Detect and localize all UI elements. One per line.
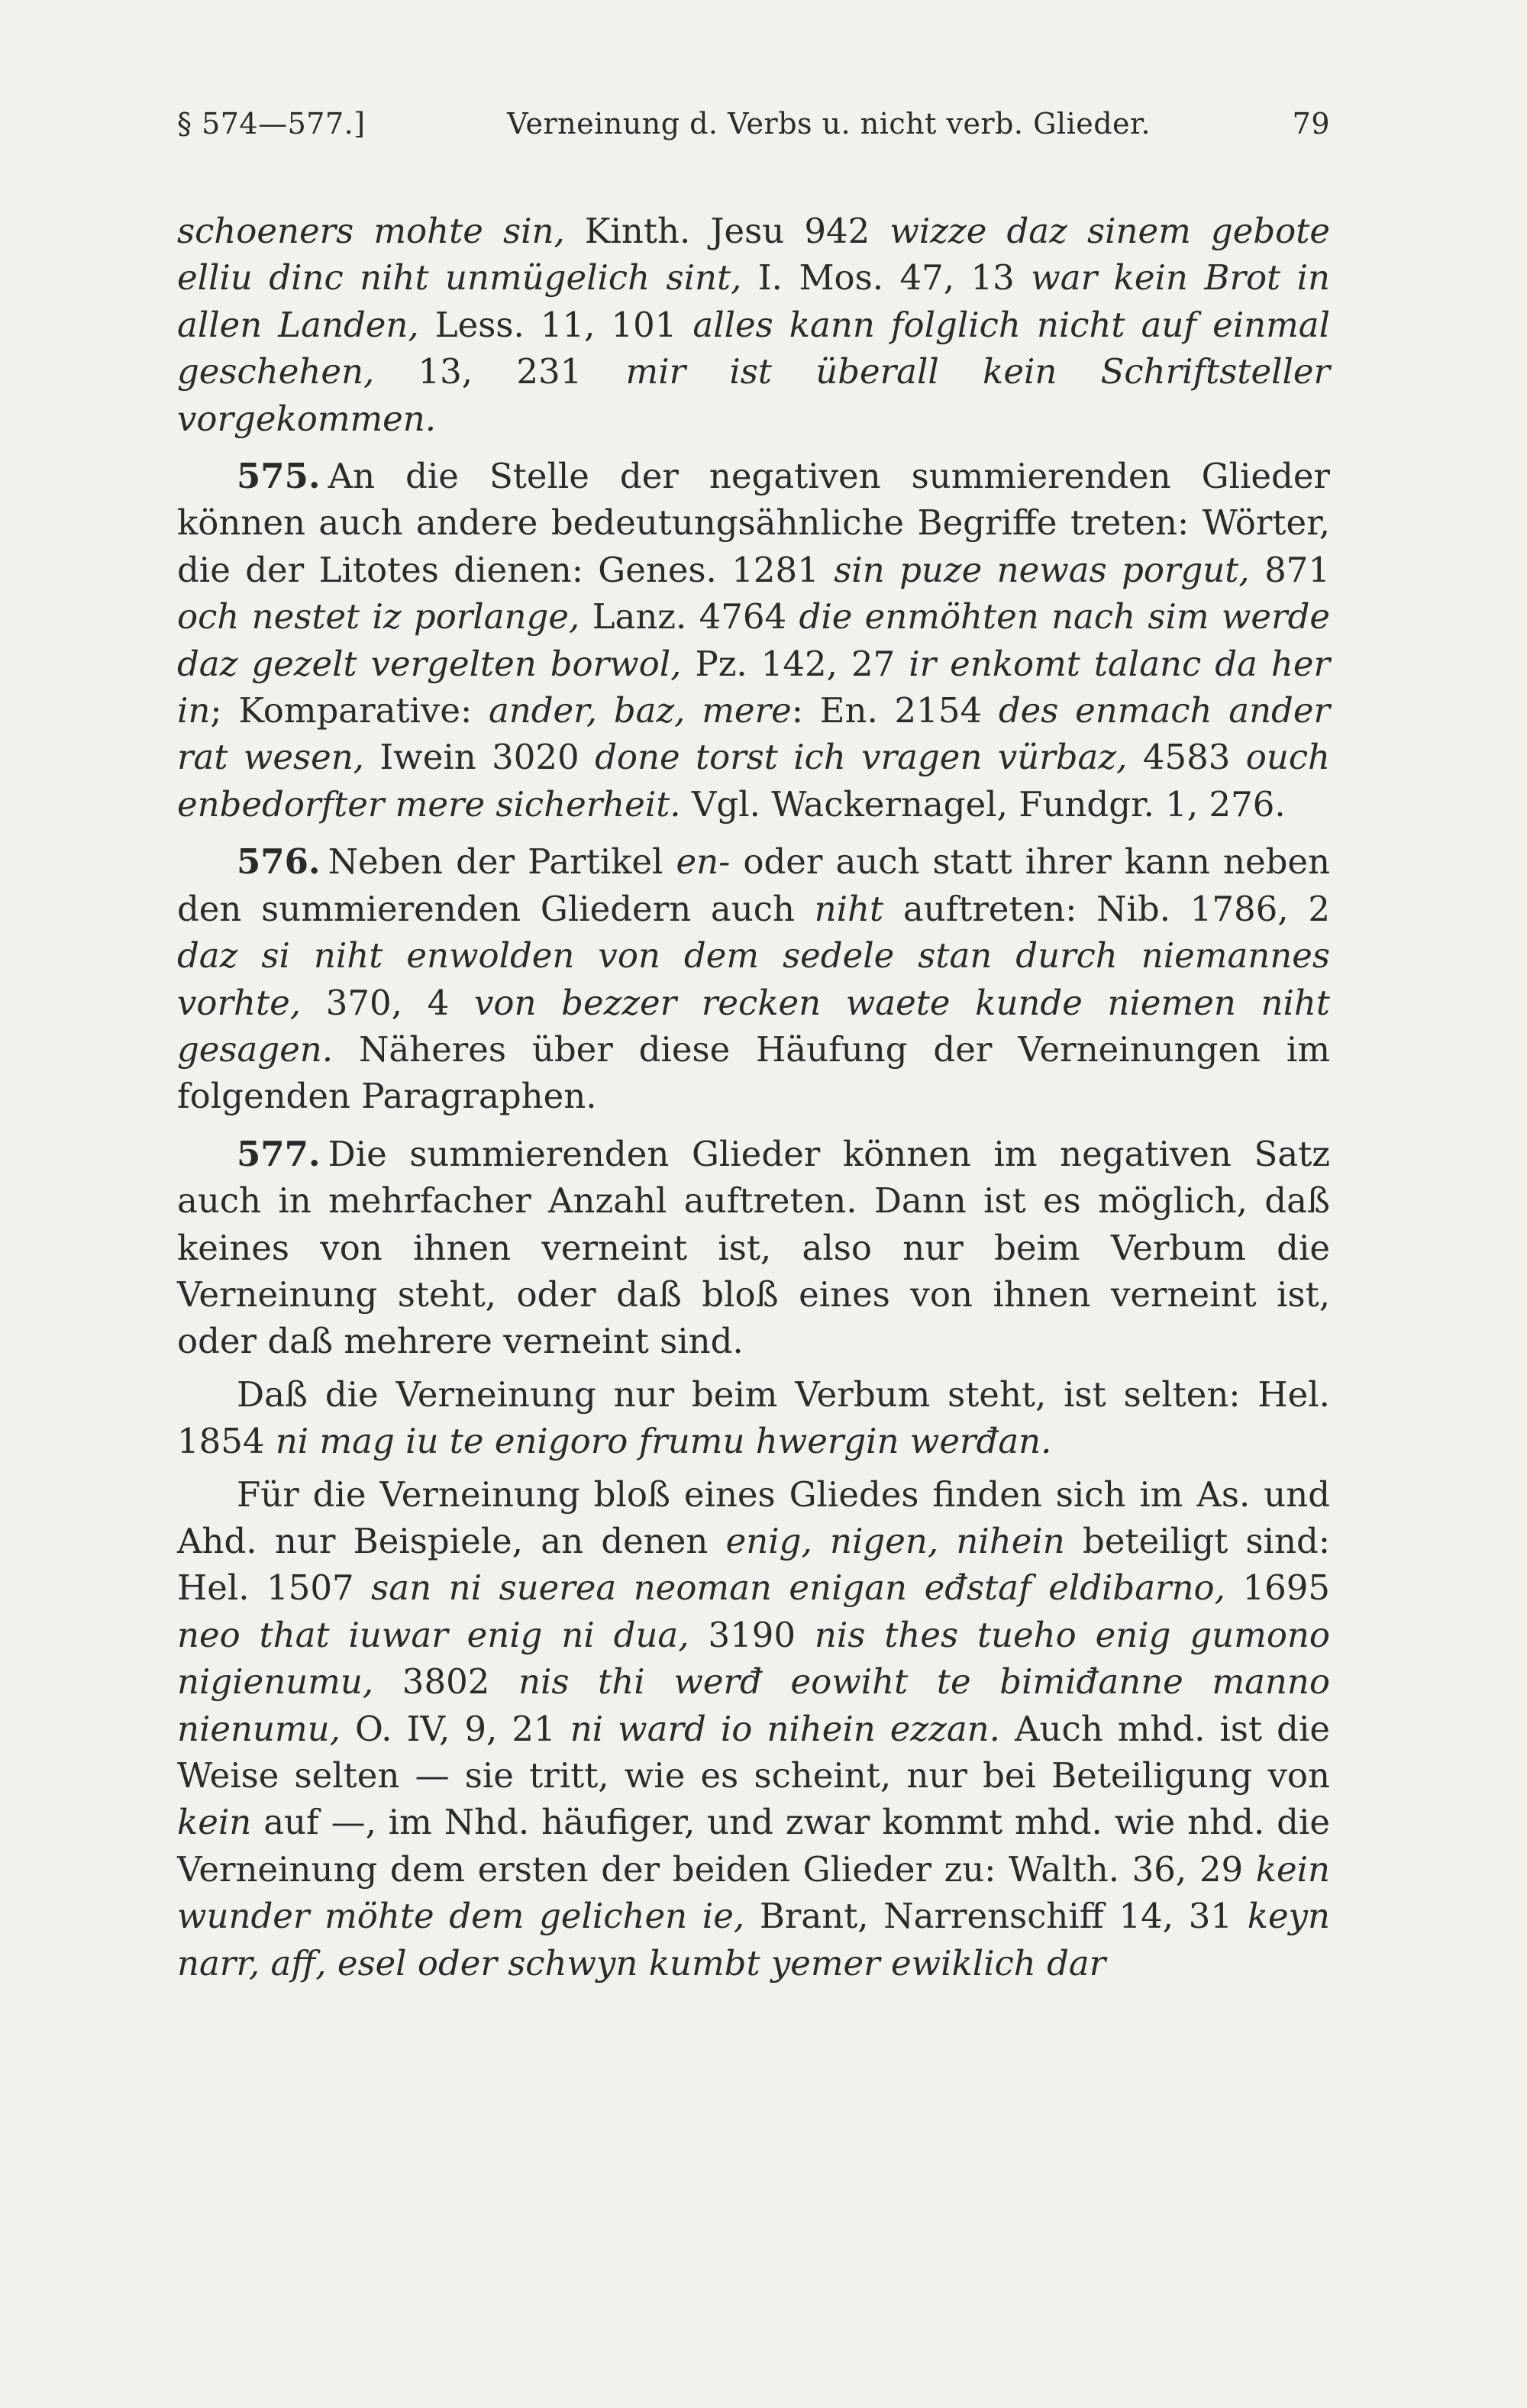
example-text: san ni suerea neoman enigan eđstaf eldibarno, [371, 1567, 1225, 1609]
body-text: auf —, im Nhd. häufiger, und zwar kommt mhd. wie nhd. die Verneinung dem ersten der beiden Glieder zu: Walth. 36, 29 [177, 1802, 1330, 1890]
book-page [177, 107, 1330, 1987]
body-text: beteiligt sind: Hel. 1507 [177, 1520, 1330, 1609]
body-text: 871 [1249, 549, 1330, 590]
body-text: Daß die Verneinung nur beim Verbum steht, ist selten: Hel. 1854 [177, 1373, 1330, 1462]
example-text: ni ward io nihein ezzan. [570, 1708, 1000, 1749]
example-text: sin puze newas porgut, [834, 549, 1250, 590]
example-text: nis thi werđ eowiht te bimiđanne manno nienumu, [177, 1661, 1330, 1749]
body-text: Für die Verneinung bloß eines Gliedes finden sich im As. und Ahd. nur Beispiele, an denen [177, 1474, 1330, 1561]
section-number: 575. [237, 456, 321, 497]
body-text: 13, 231 [374, 351, 626, 392]
body-text: auftreten: Nib. 1786, 2 [883, 888, 1330, 929]
body-text: Iwein 3020 [364, 737, 596, 778]
body-text: oder auch statt ihrer kann neben den summierenden Gliedern auch [177, 841, 1330, 929]
example-text: schoeners mohte sin, [177, 211, 565, 251]
example-text: kein wunder möhte dem gelichen ie, [177, 1848, 1330, 1937]
body-text: : En. 2154 [791, 690, 999, 731]
body-text: Kinth. Jesu 942 [564, 211, 890, 251]
example-text: och nestet iz porlange, [177, 596, 580, 638]
body-paragraph [177, 1371, 1330, 1465]
body-paragraph [177, 1471, 1330, 1987]
example-text: neo that iuwar enig ni dua, [177, 1614, 689, 1655]
example-text: done torst ich vragen vürbaz, [595, 737, 1128, 778]
section-577 [177, 1131, 1330, 1365]
example-text: nis thes tueho enig gumono nigienumu, [177, 1614, 1330, 1703]
example-text: wizze daz sinem gebote elliu dinc niht unmügelich sint, [177, 211, 1330, 299]
example-text: ir enkomt talanc da her in [177, 643, 1330, 731]
example-text: alles kann folglich nicht auf einmal geschehen, [177, 304, 1330, 392]
body-text: Vgl. Wackernagel, Fundgr. 1, 276. [680, 783, 1286, 825]
example-text: en- [676, 841, 731, 883]
example-text: des enmach ander rat wesen, [177, 690, 1330, 778]
body-text: 1695 [1225, 1567, 1331, 1609]
example-text: daz si niht enwolden von dem sedele stan durch niemannes vorhte, [177, 935, 1330, 1023]
body-text: 3190 [689, 1614, 815, 1655]
example-text: ni mag iu te enigoro frumu hwergin werđan. [275, 1421, 1052, 1462]
header-section-range: § 574—577.] [177, 107, 366, 140]
example-text: die enmöhten nach sim werde daz gezelt vergelten borwol, [177, 596, 1331, 684]
example-text: ander, baz, mere [488, 690, 792, 731]
running-header [177, 107, 1330, 140]
body-text: Auch mhd. ist die Weise selten — sie tritt, wie es scheint, nur bei Beteiligung von [177, 1708, 1330, 1796]
body-text: Brant, Narrenschiff 14, 31 [744, 1896, 1248, 1937]
example-text: ouch enbedorfter mere sicherheit. [177, 737, 1331, 825]
example-text: war kein Brot in allen Landen, [177, 257, 1330, 345]
body-text: Less. 11, 101 [418, 304, 693, 345]
body-text: I. Mos. 47, 13 [741, 257, 1031, 299]
body-text: An die Stelle der negativen summierenden Glieder können auch andere bedeutungsähnliche Begriffe treten: Wörter, die der Litotes dienen: Genes. 1281 [177, 456, 1330, 590]
section-576 [177, 838, 1330, 1119]
body-text: 370, 4 [301, 982, 474, 1023]
continuation-paragraph [177, 208, 1330, 442]
body-text: Lanz. 4764 [579, 596, 799, 638]
body-text: Pz. 142, 27 [681, 643, 909, 684]
section-number: 576. [237, 841, 321, 883]
body-text: O. IV, 9, 21 [340, 1708, 570, 1749]
example-text: niht [814, 888, 884, 929]
body-text: 3802 [373, 1661, 519, 1703]
body-text: Die summierenden Glieder können im negativen Satz auch in mehrfacher Anzahl auftreten. Dann ist es möglich, daß keines von ihnen verneint ist, also nur beim Verbum die Verneinung steht, oder daß bloß eines von ihnen verneint ist, oder daß mehrere verneint sind. [177, 1133, 1330, 1362]
page-number: 79 [1292, 107, 1330, 140]
body-text: Näheres über diese Häufung der Verneinungen im folgenden Paragraphen. [177, 1028, 1330, 1117]
body-text: 4583 [1127, 737, 1246, 778]
example-text: kein [177, 1802, 252, 1843]
section-575 [177, 453, 1330, 828]
example-text: keyn narr, aff, esel oder schwyn kumbt yemer ewiklich dar [177, 1896, 1330, 1984]
section-number: 577. [237, 1133, 321, 1174]
example-text: mir ist überall kein Schriftsteller vorgekommen. [177, 351, 1330, 439]
example-text: enig, nigen, nihein [725, 1520, 1065, 1561]
body-text: ; Komparative: [210, 690, 489, 731]
body-text: Neben der Partikel [328, 841, 676, 883]
header-title: Verneinung d. Verbs u. nicht verb. Glieder. [507, 107, 1151, 140]
example-text: von bezzer recken waete kunde niemen niht gesagen. [177, 982, 1330, 1070]
